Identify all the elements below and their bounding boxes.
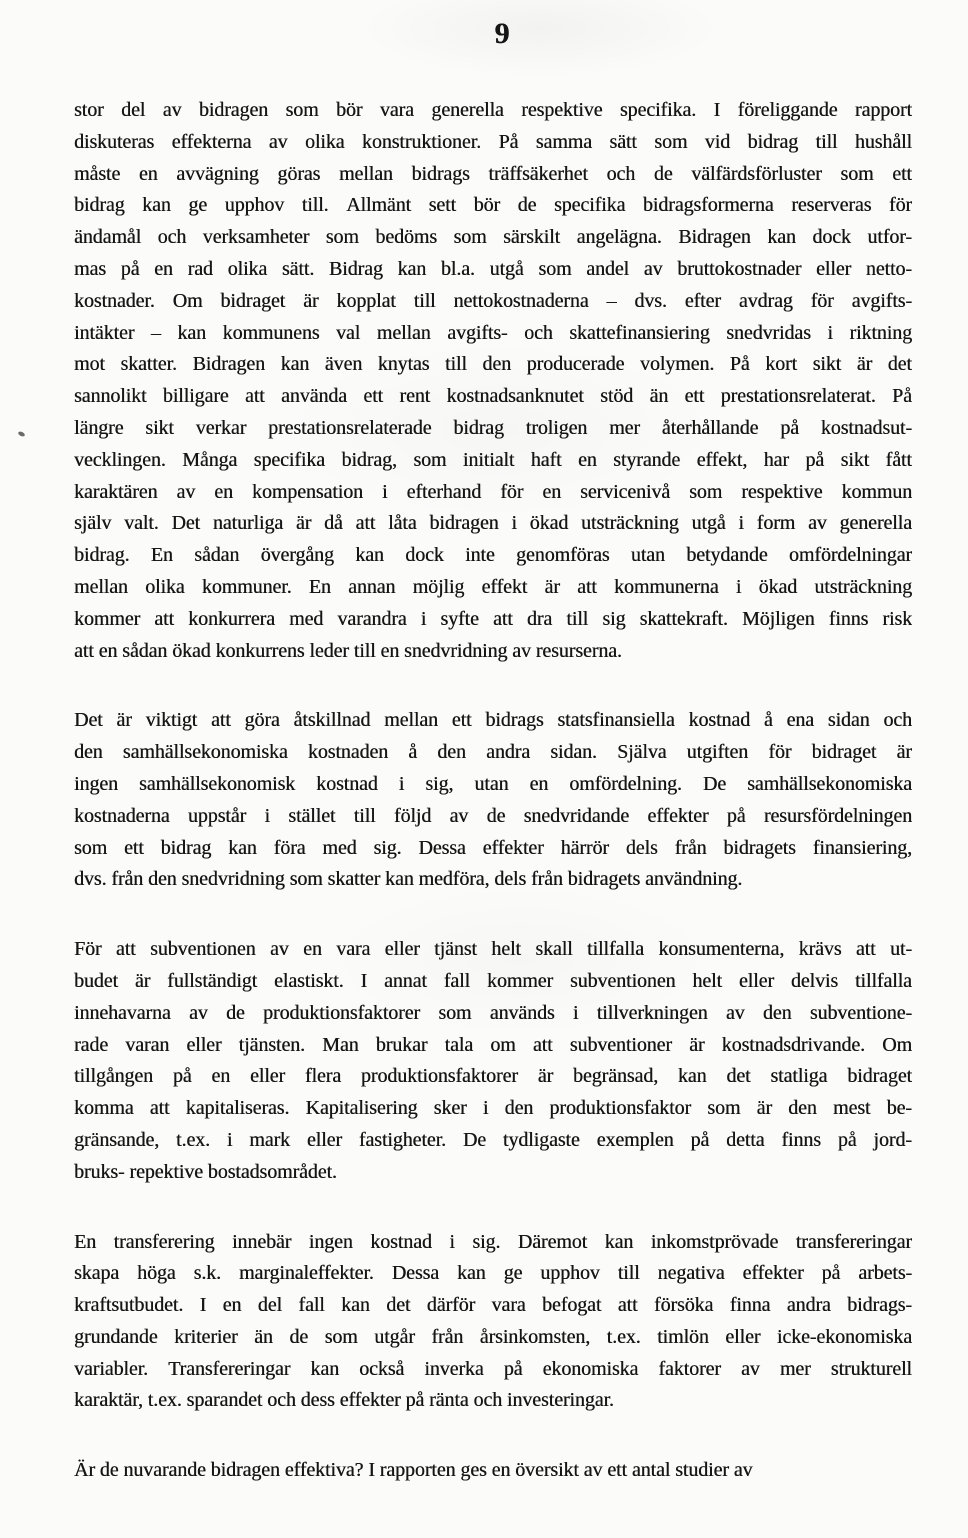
text-line: gränsande, t.ex. i mark eller fastigheter. De tydligaste exemplen på detta finns på jord- bbox=[74, 1128, 912, 1151]
text-line: måste en avvägning göras mellan bidrags träffsäkerhet och de välfärdsförluster som ett bbox=[74, 162, 912, 185]
paragraph bbox=[74, 705, 912, 896]
document-body bbox=[74, 95, 912, 1487]
text-line: karaktären av en kompensation i efterhand för en servicenivå som respektive kommun bbox=[74, 480, 912, 503]
text-line: längre sikt verkar prestationsrelaterade bidrag troligen mer återhållande på kostnadsut- bbox=[74, 416, 912, 439]
text-line: som ett bidrag kan föra med sig. Dessa effekter härrör dels från bidragets finansiering, bbox=[74, 836, 912, 859]
paragraph bbox=[74, 95, 912, 667]
text-line: bruks- repektive bostadsområdet. bbox=[74, 1160, 337, 1183]
text-line: stor del av bidragen som bör vara generella respektive specifika. I föreliggande rapport bbox=[74, 99, 912, 121]
text-line: vecklingen. Många specifika bidrag, som initialt haft en styrande effekt, har på sikt fått bbox=[74, 448, 912, 471]
text-line: ändamål och verksamheter som bedöms som särskilt angelägna. Bidragen kan dock utfor- bbox=[74, 226, 912, 249]
text-line: dvs. från den snedvridning som skatter kan medföra, dels från bidragets användning. bbox=[74, 868, 743, 891]
paragraph bbox=[74, 1455, 912, 1487]
text-line: Är de nuvarande bidragen effektiva? I rapporten ges en översikt av ett antal studier av bbox=[74, 1459, 753, 1482]
text-line: ingen samhällsekonomisk kostnad i sig, utan en omfördelning. De samhällsekonomiska bbox=[74, 772, 912, 795]
text-line: budet är fullständigt elastiskt. I annat fall kommer subventionen helt eller delvis tillfalla bbox=[74, 969, 912, 992]
text-line: den samhällsekonomiska kostnaden å den andra sidan. Själva utgiften för bidraget är bbox=[74, 741, 912, 764]
text-line: kommer att konkurrera med varandra i syfte att dra till sig skattekraft. Möjligen finns risk bbox=[74, 607, 912, 630]
text-line: För att subventionen av en vara eller tjänst helt skall tillfalla konsumenterna, krävs att ut- bbox=[74, 938, 912, 961]
text-line: kraftsutbudet. I en del fall kan det därför vara befogat att försöka finna andra bidrags- bbox=[74, 1294, 912, 1317]
text-line: karaktär, t.ex. sparandet och dess effekter på ränta och investeringar. bbox=[74, 1389, 614, 1412]
page-number: 9 bbox=[494, 17, 510, 50]
scan-speck-artifact bbox=[17, 431, 25, 438]
text-line: mot skatter. Bidragen kan även knytas till den producerade volymen. På kort sikt är det bbox=[74, 353, 912, 376]
text-line: En transferering innebär ingen kostnad i sig. Däremot kan inkomstprövade transfereringar bbox=[74, 1230, 912, 1253]
text-line: skapa höga s.k. marginaleffekter. Dessa kan ge upphov till negativa effekter på arbets- bbox=[74, 1262, 912, 1285]
text-line: Det är viktigt att göra åtskillnad mellan ett bidrags statsfinansiella kostnad å ena sidan och bbox=[74, 709, 912, 732]
text-line: kostnaderna uppstår i stället till följd av de snedvridande effekter på resursfördelningen bbox=[74, 804, 912, 827]
text-line: innehavarna av de produktionsfaktorer som används i tillverkningen av den subventione- bbox=[74, 1001, 912, 1024]
text-line: sannolikt billigare att använda ett rent kostnadsanknutet stöd än ett prestationsrelaterat. På bbox=[74, 385, 912, 408]
text-line: själv valt. Det naturliga är då att låta bidragen i ökad utsträckning utgå i form av generella bbox=[74, 512, 912, 535]
text-line: grundande kriterier än de som utgår från årsinkomsten, t.ex. timlön eller icke-ekonomiska bbox=[74, 1325, 912, 1348]
text-line: intäkter – kan kommunens val mellan avgifts- och skattefinansiering snedvridas i riktning bbox=[74, 321, 912, 344]
text-line: bidrag kan ge upphov till. Allmänt sett bör de specifika bidragsformerna reserveras för bbox=[74, 194, 912, 217]
text-line: komma att kapitaliseras. Kapitalisering sker i den produktionsfaktor som är den mest be- bbox=[74, 1097, 912, 1120]
text-line: variabler. Transfereringar kan också inverka på ekonomiska faktorer av mer strukturell bbox=[74, 1357, 912, 1380]
text-line: mellan olika kommuner. En annan möjlig effekt är att kommunerna i ökad utsträckning bbox=[74, 575, 912, 598]
paragraph bbox=[74, 1227, 912, 1418]
text-line: att en sådan ökad konkurrens leder till en snedvridning av resurserna. bbox=[74, 639, 622, 662]
text-line: diskuteras effekterna av olika konstruktioner. På samma sätt som vid bidrag till hushåll bbox=[74, 130, 912, 153]
text-line: kostnader. Om bidraget är kopplat till nettokostnaderna – dvs. efter avdrag för avgifts- bbox=[74, 289, 912, 312]
text-line: rade varan eller tjänsten. Man brukar tala om att subventioner är kostnadsdrivande. Om bbox=[74, 1033, 912, 1056]
text-line: mas på en rad olika sätt. Bidrag kan bl.a. utgå som andel av bruttokostnader eller netto- bbox=[74, 257, 912, 280]
paragraph bbox=[74, 934, 912, 1188]
text-line: bidrag. En sådan övergång kan dock inte genomföras utan betydande omfördelningar bbox=[74, 544, 912, 567]
text-line: tillgången på en eller flera produktionsfaktorer är begränsad, kan det statliga bidraget bbox=[74, 1065, 912, 1088]
